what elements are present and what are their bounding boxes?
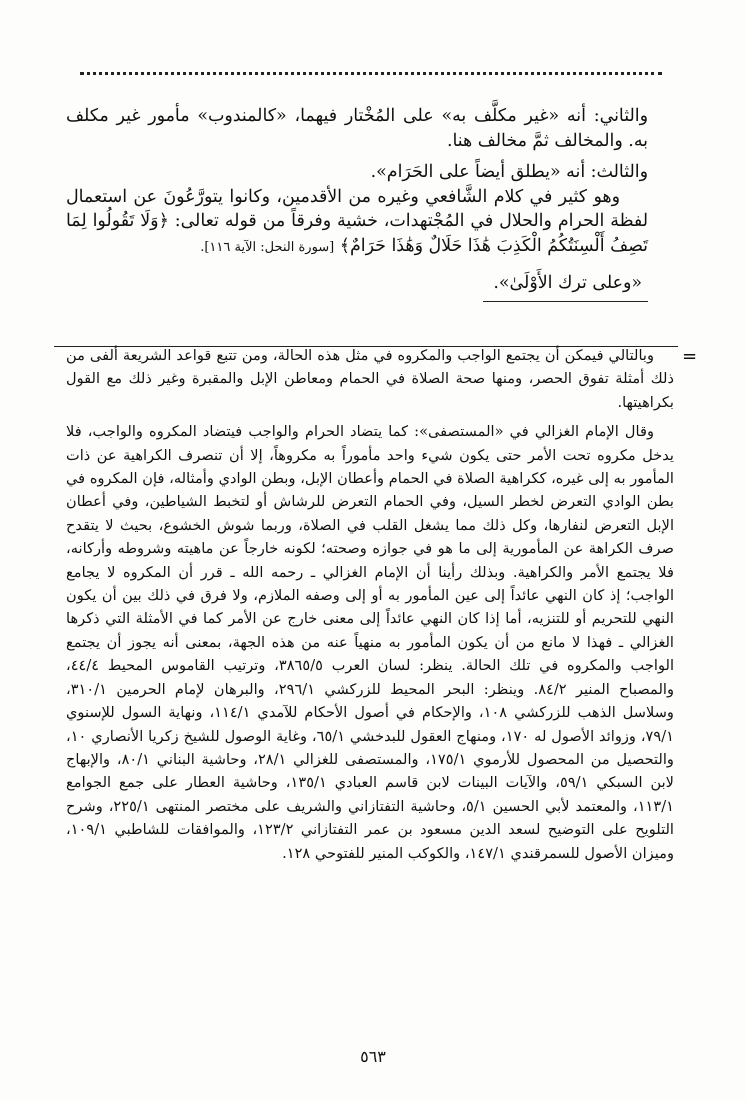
main-text bbox=[66, 104, 648, 302]
footnote-paragraph-2: وقال الإمام الغزالي في «المستصفى»: كما يتضاد الحرام والواجب فيتضاد المكروه والواجب، فلا يدخل مكروه تحت الأمر حتى يكون شيء واحد مأموراً به مكروهاً، إلا أن تنصرف الكراهية عن ذات المأمور به إلى غيره، ككراهية الصلاة في الحمام وأعطان الإبل، وبطن الوادي وأمثاله، فإن المكروه في بطن الوادي التعرض لخطر السيل، وفي الحمام التعرض للرشاش أو لتخبط الشياطين، وفي أعطان الإبل التعرض لنفارها، وكل ذلك مما يشغل القلب في الصلاة، وربما شوش الخشوع، بحيث لا يتقدح صرف الكراهة عن المأمورية إلى ما هو في جوازه وصحته؛ لكونه خارجاً عن ماهيته وشروطه وأركانه، فلا يجتمع الأمر والكراهية. وبذلك رأينا أن الإمام الغزالي ـ رحمه الله ـ قرر أن المكروه لا يجامع الواجب؛ إذ كان النهي عائداً إلى عين المأمور به أو إلى وصفه الملازم، ولا فرق في ذلك بين أن يكون النهي للتحريم أو للتنزيه، أما إذا كان النهي عائداً إلى معنى خارج عن الأمر كما في الأمثلة التي ذكرها الغزالي ـ فهذا لا مانع من أن يكون المأمور به منهياً عنه من هذه الجهة، بمعنى أنه يجوز أن يجتمع الواجب والمكروه في تلك الحالة. ينظر: لسان العرب ٣٨٦٥/٥، وترتيب القاموس المحيط ٤٤/٤، والمصباح المنير ٨٤/٢. وينظر: البحر المحيط للزركشي ٢٩٦/١، والبرهان لإمام الحرمين ٣١٠/١، وسلاسل الذهب للزركشي ١٠٨، والإحكام في أصول الأحكام للآمدي ١١٤/١، ونهاية السول للإسنوي ٧٩/١، وزوائد الأصول له ١٧٠، ومنهاج العقول للبدخشي ٦٥/١، وغاية الوصول للشيخ زكريا الأنصاري ١٠، والتحصيل من المحصول للأرموي ١٧٥/١، والمستصفى للغزالي ٢٨/١، وحاشية البناني ٨٠/١، والإبهاج لابن السبكي ٥٩/١، والآيات البينات لابن قاسم العبادي ١٣٥/١، وحاشية العطار على جمع الجوامع ١١٣/١، والمعتمد لأبي الحسين ٥/١، وحاشية التفتازاني والشريف على مختصر المنتهى ٢٢٥/١، وشرح التلويح على التوضيح لسعد الدين مسعود بن عمر التفتازاني ١٢٣/٢، والموافقات للشاطبي ١٠٩/١، وميزان الأصول للسمرقندي ١٤٧/١، والكوكب المنير للفتوحي ١٢٨. bbox=[66, 423, 675, 862]
main-paragraph-1: والثاني: أنه «غير مكلَّف به» على المُخْتار فيهما، «كالمندوب» مأمور غير مكلف به. والمخالف ثمَّ مخالف هنا. bbox=[66, 106, 648, 151]
quran-verse-text: وهو كثير في كلام الشَّافعي وغيره من الأقدمين، وكانوا يتورَّعُونَ عن استعمال لفظة الحرام والحلال في المُجْتهدات، خشية وفرقاً من قوله تعالى: ﴿وَلَا تَقُولُوا لِمَا تَصِفُ أَلْسِنَتُكُمُ الْكَذِبَ هَٰذَا حَلَالٌ وَهَٰذَا حَرَامٌ﴾ bbox=[66, 186, 648, 256]
main-paragraph-2: والثالث: أنه «يطلق أيضاً على الحَرَام». bbox=[370, 162, 648, 183]
continuation-marker: = bbox=[682, 346, 698, 367]
verse-reference: [سورة النحل: الآية ١١٦]. bbox=[200, 239, 335, 255]
main-paragraph-4 bbox=[66, 261, 648, 303]
footnotes bbox=[66, 344, 674, 865]
dotted-separator bbox=[80, 72, 662, 75]
underlined-heading: «وعلى ترك الأَوْلَىٰ». bbox=[483, 268, 648, 303]
footnote-paragraph-1: وبالتالي فيمكن أن يجتمع الواجب والمكروه في مثل هذه الحالة، ومن تتبع قواعد الشريعة ألفى من ذلك أمثلة تفوق الحصر، ومنها صحة الصلاة في الحمام ومعاطن الإبل والمقبرة وغير ذلك مع القول بكراهيتها. bbox=[66, 347, 674, 411]
page-number: ٥٦٣ bbox=[360, 1047, 386, 1066]
main-paragraph-3 bbox=[66, 185, 648, 261]
